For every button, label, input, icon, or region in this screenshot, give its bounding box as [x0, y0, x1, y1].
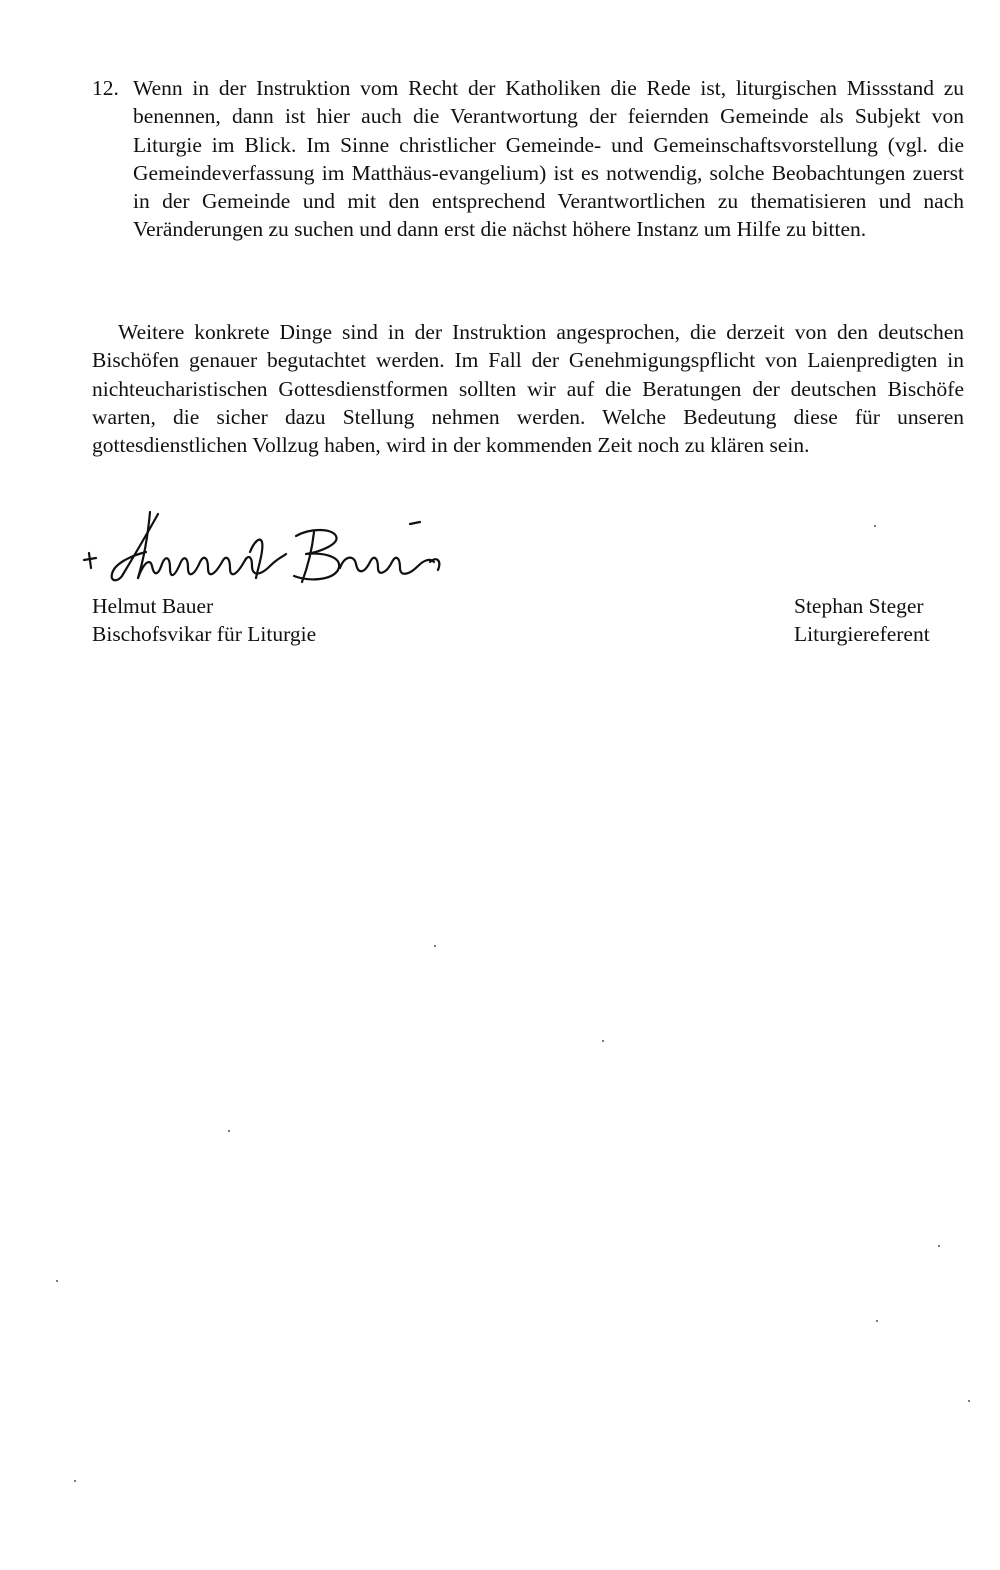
paragraph-12-text: Wenn in der Instruktion vom Recht der Katholiken die Rede ist, liturgischen Missstand zu benennen, dann ist hier auch die Verantwortung der feiernden Gemeinde als Subjekt von Liturgie im Blick. Im Sinne christlicher Gemeinde- und Gemeinschaftsvorstellung (vgl. die Gemeindeverfassung im Matthäus-evangelium) ist es notwendig, solche Beobachtungen zuerst in der Gemeinde und mit den entsprechend Verantwortlichen zu thematisieren und nach Veränderungen zu suchen und dann erst die nächst höhere Instanz um Hilfe zu bitten. [133, 76, 964, 242]
signatory-left [92, 592, 492, 649]
scan-speck [938, 1245, 940, 1247]
scan-speck [968, 1400, 970, 1402]
scan-speck [602, 1040, 604, 1042]
signatory-left-name: Helmut Bauer [92, 594, 214, 618]
closing-paragraph: Weitere konkrete Dinge sind in der Instruktion angesprochen, die derzeit von den deutschen Bischöfen genauer begutachtet werden. Im Fall der Genehmigungspflicht von Laienpredigten in nichteucharistischen Gottesdienstformen sollten wir auf die Beratungen der deutschen Bischöfe warten, die sicher dazu Stellung nehmen werden. Welche Bedeutung diese für unseren gottesdienstlichen Vollzug haben, wird in der kommenden Zeit noch zu klären sein. [92, 320, 964, 458]
numbered-paragraph-12 [92, 74, 964, 244]
signatory-left-role: Bischofsvikar für Liturgie [92, 622, 317, 647]
scan-speck [56, 1280, 58, 1282]
scan-speck [434, 945, 436, 947]
signatory-right-role: Liturgiereferent [794, 622, 930, 647]
scan-speck [228, 1130, 230, 1132]
signatory-right-name: Stephan Steger [794, 594, 924, 618]
paragraph-number: 12. [92, 76, 119, 100]
scan-speck [74, 1480, 76, 1482]
scan-speck [876, 1320, 878, 1322]
handwritten-signature [74, 506, 454, 596]
scan-speck [874, 525, 876, 527]
signatory-right [704, 592, 964, 649]
